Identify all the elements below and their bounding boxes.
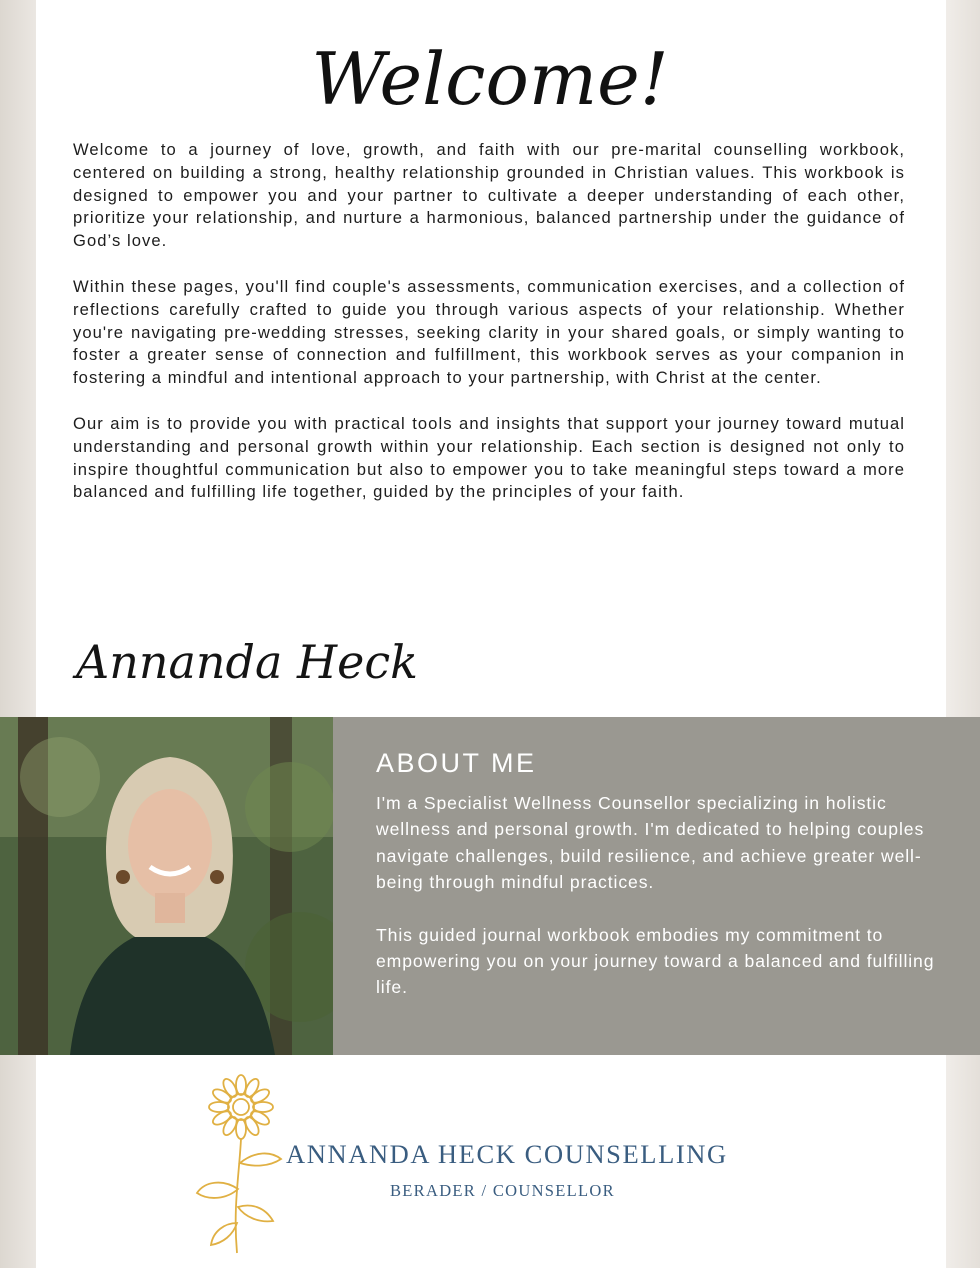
sunflower-icon [193,1067,283,1259]
left-backdrop [0,0,36,1268]
about-paragraph-2: This guided journal workbook embodies my commitment to empowering you on your journey toward a balanced and fulfilling life. [376,924,935,998]
intro-text [73,139,905,527]
about-section [333,717,980,1055]
intro-paragraph-3: Our aim is to provide you with practical tools and insights that support your journey toward mutual understanding and personal growth within your relationship. Each section is designed not only to inspire thoughtful communication but also to empower you to take meaningful steps toward a more balanced and fulfilling life together, guided by the principles of your faith. [73,413,905,502]
about-title: ABOUT ME [376,748,537,778]
welcome-heading-text: Welcome! [311,37,669,121]
intro-paragraph-1: Welcome to a journey of love, growth, and faith with our pre-marital counselling workbook, centered on building a strong, healthy relationship grounded in Christian values. This workbook is designed to empower you and your partner to cultivate a deeper understanding of each other, prioritize your relationship, and nurture a harmonious, balanced partnership under the guidance of God’s love. [73,140,905,251]
welcome-heading [311,22,669,132]
signature [68,612,418,712]
signature-text: Annanda Heck [76,635,418,689]
about-paragraph-1: I'm a Specialist Wellness Counsellor specializing in holistic wellness and personal growth. I'm dedicated to helping couples navigate challenges, build resilience, and achieve greater well-being through mindful practices. [376,793,925,893]
right-backdrop [944,0,980,1268]
brand-subtitle: BERADER / COUNSELLOR [390,1181,615,1200]
brand-name: ANNANDA HECK COUNSELLING [286,1139,728,1169]
about-text [376,790,966,1027]
portrait-photo [0,717,333,1055]
intro-paragraph-2: Within these pages, you'll find couple's assessments, communication exercises, and a collection of reflections carefully crafted to guide you through various aspects of your relationship. Whether you're navigating pre-wedding stresses, seeking clarity in your shared goals, or simply wanting to foster a greater sense of connection and fulfillment, this workbook serves as your companion in fostering a mindful and intentional approach to your partnership, with Christ at the center. [73,276,905,388]
